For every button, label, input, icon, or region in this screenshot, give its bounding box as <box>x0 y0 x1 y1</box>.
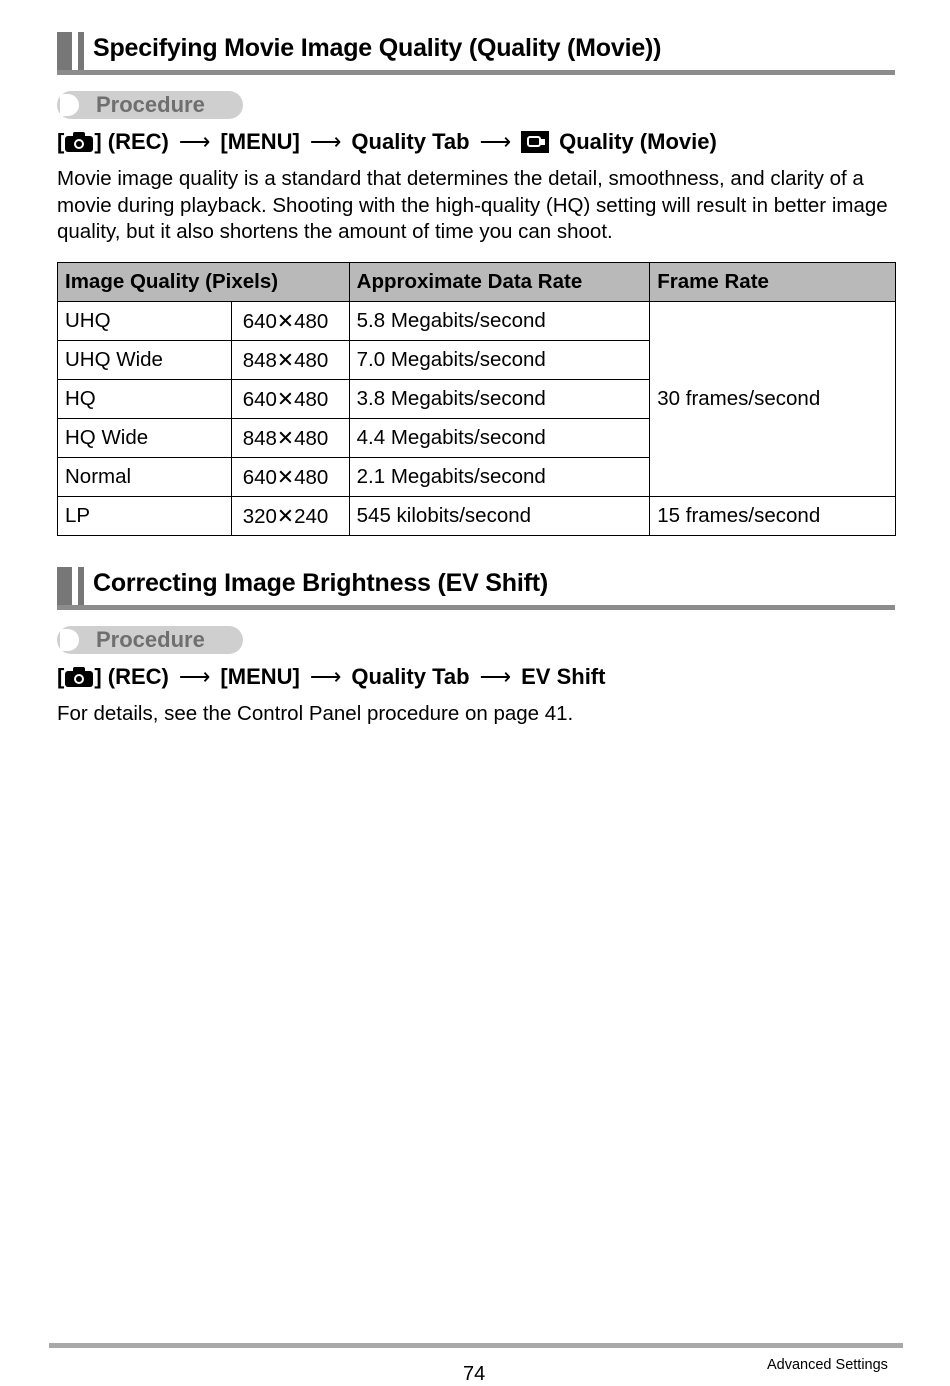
procedure-notch-decoration <box>60 629 79 651</box>
procedure-notch-decoration <box>60 94 79 116</box>
path-rec: ] (REC) <box>94 664 169 689</box>
procedure-label: Procedure <box>96 92 205 117</box>
section-ev-shift <box>57 567 895 610</box>
procedure-badge <box>57 626 243 654</box>
movie-quality-icon <box>521 131 549 153</box>
path-menu: [MENU] <box>220 664 300 689</box>
camera-icon <box>65 132 93 152</box>
quality-cell: LP <box>58 497 232 536</box>
section-title: Correcting Image Brightness (EV Shift) <box>93 569 548 597</box>
section-title: Specifying Movie Image Quality (Quality (Movie)) <box>93 34 662 62</box>
section-heading <box>57 32 895 75</box>
path-rec: ] (REC) <box>94 129 169 154</box>
menu-path <box>57 129 717 155</box>
footer-section-label: Advanced Settings <box>767 1357 888 1373</box>
quality-cell: HQ Wide <box>58 419 232 458</box>
section-body: Movie image quality is a standard that determines the detail, smoothness, and clarity of a movie during playback. Shooting with the high-quality (HQ) setting will result in better image quality, but it also shortens the amount of time you can shoot. <box>57 167 888 243</box>
rate-cell: 2.1 Megabits/second <box>349 458 650 497</box>
path-final: Quality (Movie) <box>559 129 717 154</box>
rate-cell: 5.8 Megabits/second <box>349 302 650 341</box>
arrow-icon: ⟶ <box>479 129 512 154</box>
heading-bar-decoration <box>78 32 84 70</box>
rate-cell: 3.8 Megabits/second <box>349 380 650 419</box>
quality-cell: HQ <box>58 380 232 419</box>
procedure-label: Procedure <box>96 627 205 652</box>
frame-rate-cell: 15 frames/second <box>650 497 896 536</box>
path-bracket: [ <box>57 664 65 689</box>
menu-path <box>57 664 605 690</box>
frame-rate-cell: 30 frames/second <box>650 302 896 497</box>
path-final: EV Shift <box>521 664 606 689</box>
table-header: Image Quality (Pixels) <box>58 263 350 302</box>
quality-cell: UHQ <box>58 302 232 341</box>
table-row <box>58 497 896 536</box>
section-movie-quality <box>57 32 895 75</box>
pixels-cell: 320✕240 <box>231 497 349 536</box>
pixels-cell: 848✕480 <box>231 419 349 458</box>
pixels-cell: 640✕480 <box>231 380 349 419</box>
arrow-icon: ⟶ <box>309 664 342 689</box>
quality-cell: Normal <box>58 458 232 497</box>
arrow-icon: ⟶ <box>479 664 512 689</box>
path-tab: Quality Tab <box>351 129 470 154</box>
pixels-cell: 640✕480 <box>231 458 349 497</box>
path-menu: [MENU] <box>220 129 300 154</box>
arrow-icon: ⟶ <box>178 664 211 689</box>
footer-divider <box>49 1343 903 1348</box>
pixels-cell: 640✕480 <box>231 302 349 341</box>
table-row <box>58 302 896 341</box>
path-tab: Quality Tab <box>351 664 470 689</box>
rate-cell: 545 kilobits/second <box>349 497 650 536</box>
rate-cell: 7.0 Megabits/second <box>349 341 650 380</box>
section-body: For details, see the Control Panel procedure on page 41. <box>57 702 574 725</box>
camera-icon <box>65 667 93 687</box>
quality-cell: UHQ Wide <box>58 341 232 380</box>
section-heading <box>57 567 895 610</box>
rate-cell: 4.4 Megabits/second <box>349 419 650 458</box>
table-header: Approximate Data Rate <box>349 263 650 302</box>
procedure-badge <box>57 91 243 119</box>
arrow-icon: ⟶ <box>309 129 342 154</box>
arrow-icon: ⟶ <box>178 129 211 154</box>
heading-bar-decoration <box>57 32 72 70</box>
path-bracket: [ <box>57 129 65 154</box>
table-header: Frame Rate <box>650 263 896 302</box>
pixels-cell: 848✕480 <box>231 341 349 380</box>
heading-bar-decoration <box>57 567 72 605</box>
page-number: 74 <box>463 1363 486 1385</box>
table-header-row <box>58 263 896 302</box>
quality-table <box>57 262 896 536</box>
heading-bar-decoration <box>78 567 84 605</box>
